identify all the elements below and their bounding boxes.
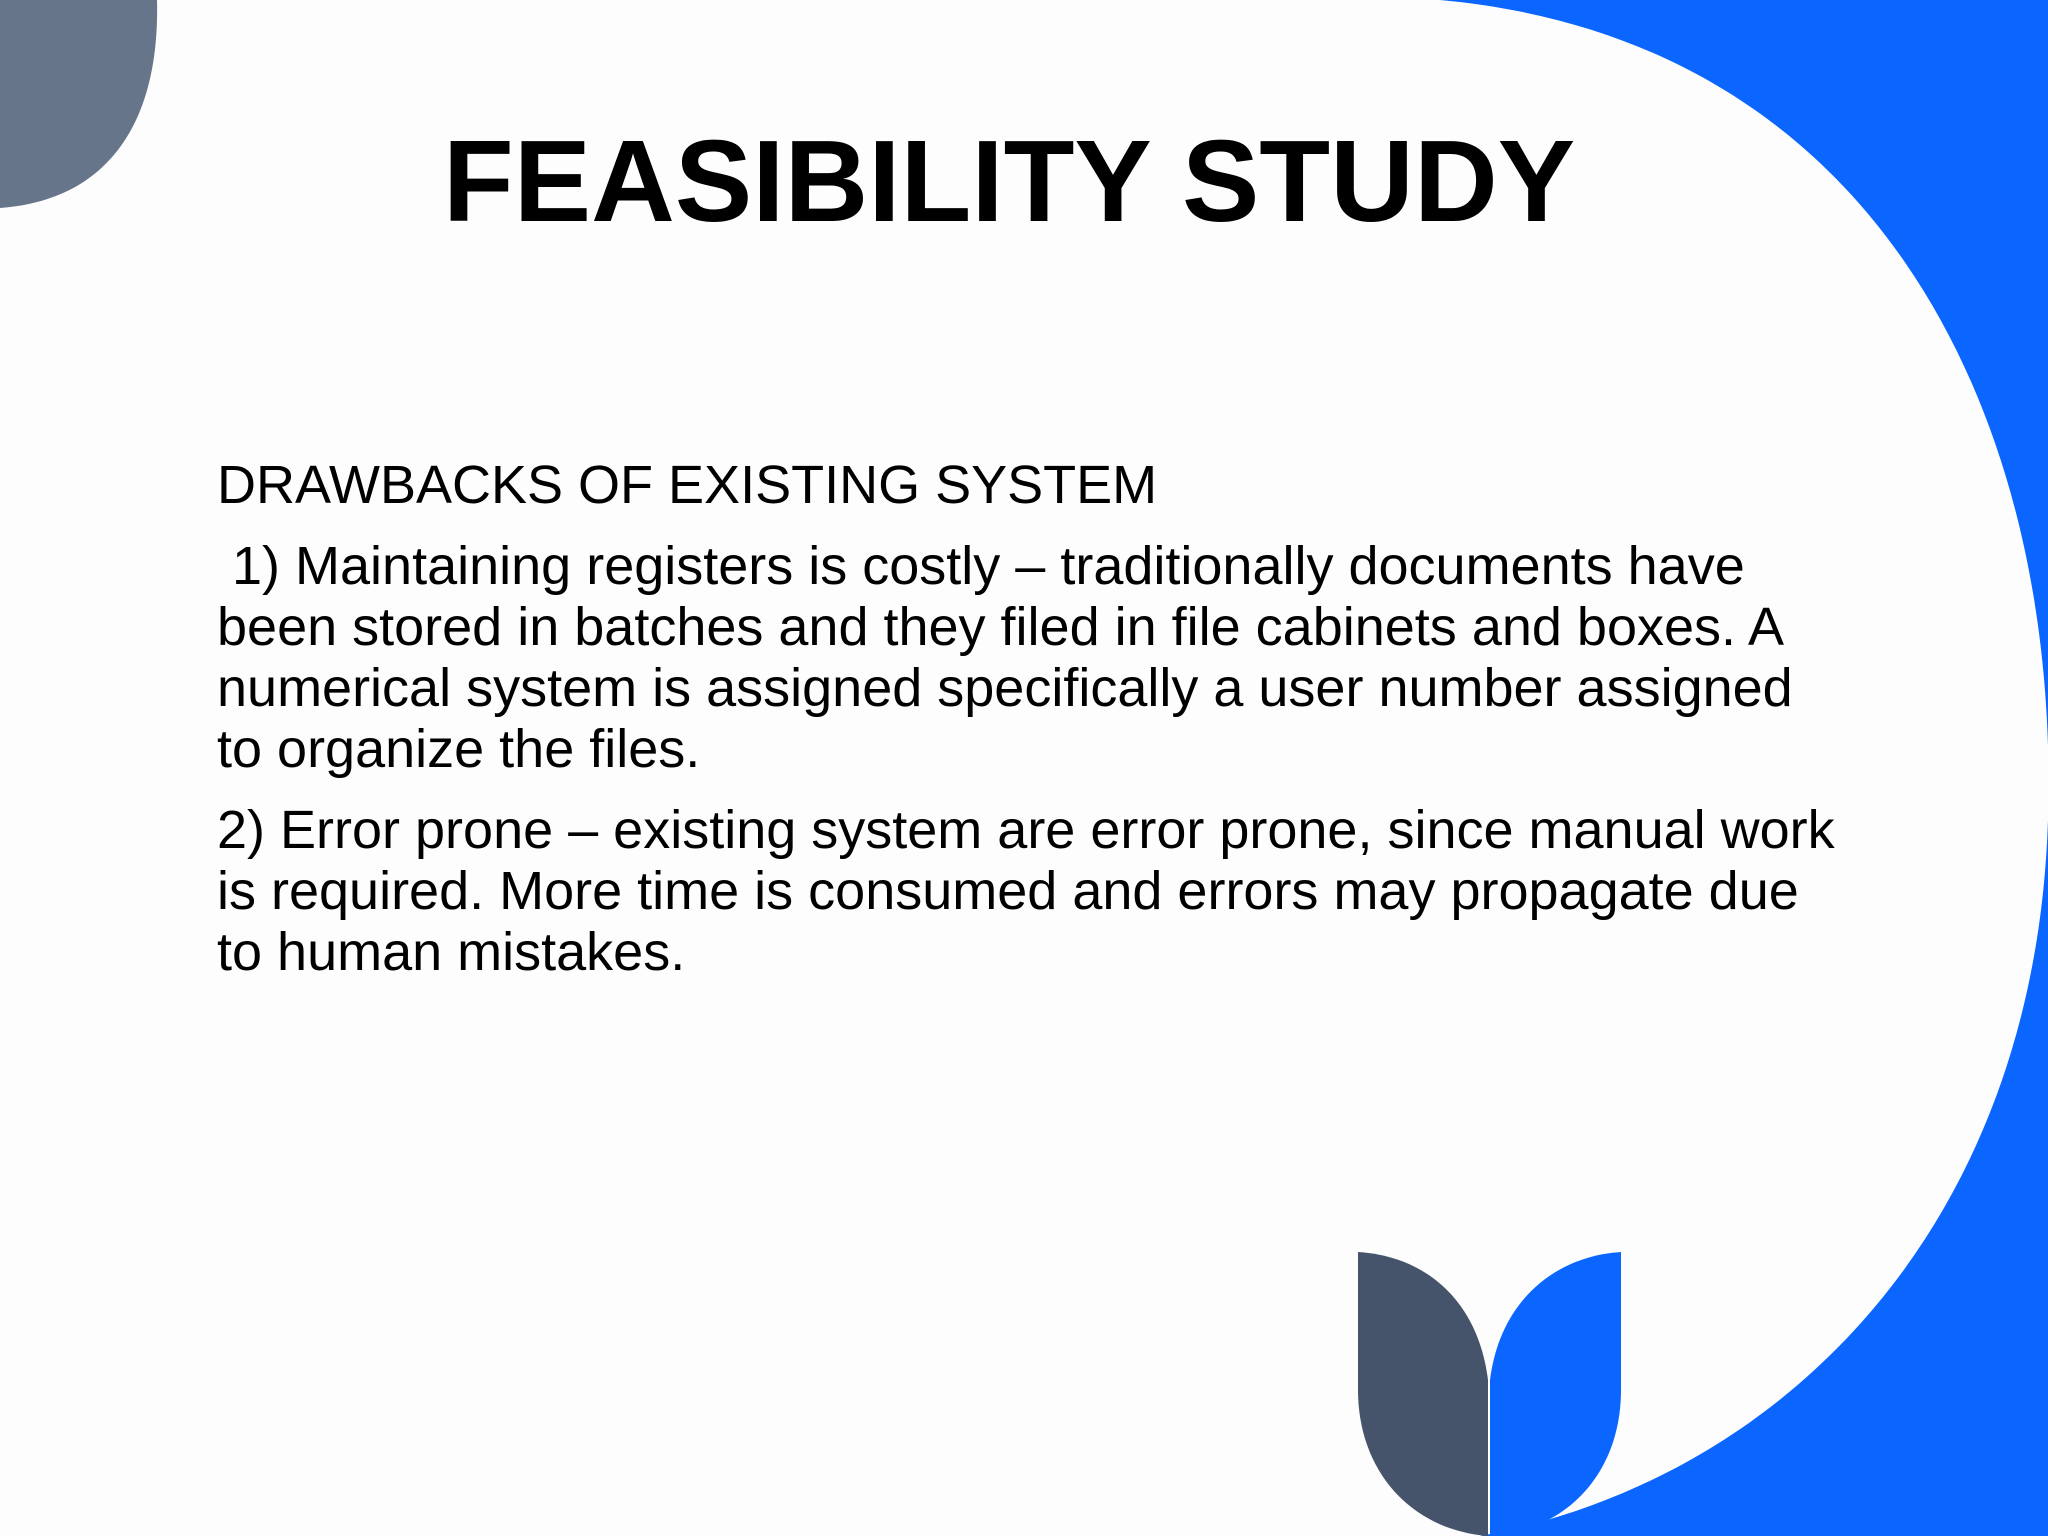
drawback-point-2: 2) Error prone – existing system are error prone, since manual work is required. More time is consumed and errors may propagate due to human mistakes. [217, 800, 1835, 982]
drawback-point-1: 1) Maintaining registers is costly – traditionally documents have been stored in batches and they filed in file cabinets and boxes. A numerical system is assigned specifically a user number assigned to organize the files. [217, 536, 1808, 779]
bottom-blue-leaf [1490, 1252, 1621, 1536]
slide-body [217, 455, 1837, 1003]
section-heading: DRAWBACKS OF EXISTING SYSTEM [217, 455, 1158, 515]
slide-title: FEASIBILITY STUDY [442, 116, 1576, 246]
bottom-dark-leaf [1358, 1252, 1488, 1536]
